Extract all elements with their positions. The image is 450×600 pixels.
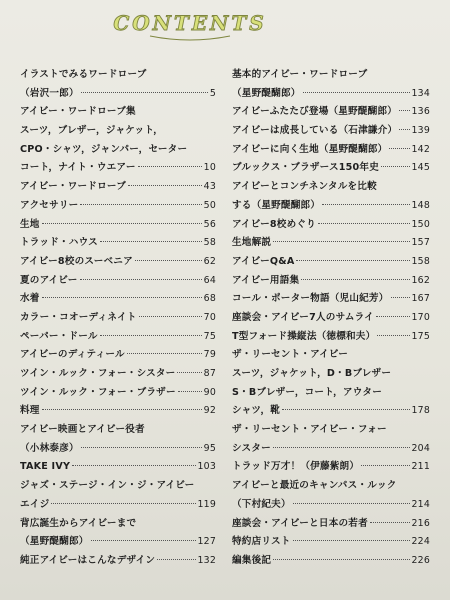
dot-leader bbox=[42, 223, 202, 224]
toc-entry bbox=[20, 159, 216, 178]
toc-entry bbox=[232, 346, 430, 365]
toc-page-number: 148 bbox=[411, 199, 430, 211]
toc-entry-title: スーツ，ジャケット，D・Bブレザー bbox=[232, 368, 392, 379]
toc-entry-title: 生地解説 bbox=[232, 237, 272, 249]
toc-page-number: 211 bbox=[411, 461, 430, 473]
toc-entry-title: アイビーと最近のキャンパス・ルック bbox=[232, 480, 397, 492]
toc-entry-title: カラー・コオーディネイト bbox=[20, 311, 137, 323]
toc-entry bbox=[20, 440, 216, 459]
dot-leader bbox=[138, 166, 202, 167]
contents-title bbox=[110, 4, 270, 44]
toc-page-number: 158 bbox=[411, 255, 430, 267]
toc-entry bbox=[20, 477, 216, 496]
toc-page-number: 5 bbox=[209, 87, 216, 99]
dot-leader bbox=[100, 241, 202, 242]
toc-entry-title: 水着 bbox=[20, 293, 40, 305]
toc-entry bbox=[20, 197, 216, 216]
dot-leader bbox=[273, 559, 409, 560]
toc-page-number: 95 bbox=[203, 442, 216, 454]
toc-page-number: 224 bbox=[411, 536, 430, 548]
toc-entry bbox=[20, 85, 216, 104]
toc-entry bbox=[20, 365, 216, 384]
toc-entry bbox=[232, 328, 430, 347]
toc-page-number: 150 bbox=[411, 218, 430, 230]
toc-entry-title: 料理 bbox=[20, 405, 40, 417]
toc-entry bbox=[20, 66, 216, 85]
dot-leader bbox=[42, 409, 202, 410]
dot-leader bbox=[80, 279, 202, 280]
toc-entry bbox=[20, 515, 216, 534]
toc-entry-title: 夏のアイビー bbox=[20, 274, 78, 286]
toc-entry bbox=[20, 290, 216, 309]
toc-page-number: 87 bbox=[203, 368, 216, 379]
toc-page-number: 142 bbox=[411, 143, 430, 155]
toc-entry bbox=[20, 384, 216, 403]
dot-leader bbox=[376, 316, 410, 317]
dot-leader bbox=[282, 409, 409, 410]
toc-page-number: 10 bbox=[203, 162, 216, 174]
dot-leader bbox=[303, 92, 410, 93]
toc-page-number: 162 bbox=[411, 274, 430, 286]
toc-entry-title: （岩沢一郎） bbox=[20, 87, 79, 99]
toc-page-number: 79 bbox=[203, 349, 216, 361]
toc-entry bbox=[20, 496, 216, 515]
toc-entry bbox=[232, 515, 430, 534]
toc-entry-title: 純正アイビーはこんなデザイン bbox=[20, 554, 156, 566]
toc-entry-title: する（星野醍醐郎） bbox=[232, 199, 321, 211]
dot-leader bbox=[157, 559, 195, 560]
toc-entry bbox=[20, 141, 216, 160]
toc-entry-title: ツイン・ルック・フォー・シスター bbox=[20, 368, 176, 379]
toc-entry bbox=[232, 234, 430, 253]
toc-entry bbox=[232, 216, 430, 235]
dot-leader bbox=[81, 447, 202, 448]
toc-entry-title: ザ・リーセント・アイビー・フォー bbox=[232, 424, 387, 436]
toc-entry-title: シャツ，靴 bbox=[232, 405, 281, 417]
toc-left-column bbox=[20, 66, 216, 571]
toc-entry bbox=[232, 384, 430, 403]
dot-leader bbox=[322, 204, 409, 205]
toc-entry-title: 特約店リスト bbox=[232, 536, 291, 548]
toc-entry bbox=[232, 253, 430, 272]
toc-page-number: 157 bbox=[411, 237, 430, 249]
dot-leader bbox=[296, 260, 409, 261]
toc-page-number: 216 bbox=[411, 517, 430, 529]
toc-entry-title: S・Bブレザー，コート，アウター bbox=[232, 386, 383, 398]
dot-leader bbox=[361, 465, 409, 466]
toc-entry-title: ジャズ・ステージ・イン・ジ・アイビー bbox=[20, 480, 195, 492]
dot-leader bbox=[128, 185, 202, 186]
toc-entry-title: （下村紀夫） bbox=[232, 498, 291, 510]
toc-page-number: 64 bbox=[203, 274, 216, 286]
toc-entry bbox=[232, 66, 430, 85]
toc-entry bbox=[20, 552, 216, 571]
toc-entry-title: トラッド・ハウス bbox=[20, 237, 98, 249]
dot-leader bbox=[177, 372, 201, 373]
toc-entry bbox=[232, 85, 430, 104]
toc-entry-title: イラストでみるワードローブ bbox=[20, 69, 147, 80]
toc-entry-title: 座談会・アイビーと日本の若者 bbox=[232, 517, 368, 529]
toc-page-number: 43 bbox=[203, 181, 216, 193]
toc-page-number: 204 bbox=[411, 442, 430, 454]
toc-entry-title: （小林泰彦） bbox=[20, 442, 79, 454]
toc-entry-title: T型フォード操縦法（徳標和夫） bbox=[232, 330, 376, 342]
contents-title-lettering bbox=[110, 4, 270, 44]
toc-entry-title: アイビー・ワードローブ集 bbox=[20, 106, 136, 118]
dot-leader bbox=[139, 316, 202, 317]
toc-entry-title: トラッド万才！（伊藤紫朗） bbox=[232, 461, 360, 473]
toc-page-number: 90 bbox=[203, 386, 216, 398]
toc-entry bbox=[232, 103, 430, 122]
toc-entry bbox=[232, 122, 430, 141]
dot-leader bbox=[293, 540, 410, 541]
toc-entry bbox=[20, 402, 216, 421]
toc-entry-title: 座談会・アイビー7人のサムライ bbox=[232, 311, 374, 323]
toc-page-number: 136 bbox=[411, 106, 430, 118]
toc-page-number: 62 bbox=[203, 255, 216, 267]
dot-leader bbox=[381, 166, 410, 167]
toc-entry-title: ブルックス・ブラザース150年史 bbox=[232, 162, 379, 174]
dot-leader bbox=[301, 279, 409, 280]
toc-entry bbox=[232, 159, 430, 178]
toc-entry bbox=[20, 103, 216, 122]
toc-entry bbox=[232, 458, 430, 477]
toc-page-number: 226 bbox=[411, 554, 430, 566]
dot-leader bbox=[42, 297, 202, 298]
dot-leader bbox=[100, 335, 202, 336]
dot-leader bbox=[127, 353, 202, 354]
toc-entry-title: アイビーふたたび登場（星野醍醐郎） bbox=[232, 106, 398, 118]
toc-entry bbox=[232, 533, 430, 552]
dot-leader bbox=[377, 335, 409, 336]
dot-leader bbox=[370, 522, 410, 523]
toc-entry-title: シスター bbox=[232, 442, 271, 454]
toc-page-number: 56 bbox=[203, 218, 216, 230]
toc-right-column bbox=[232, 66, 430, 571]
toc-page-number: 167 bbox=[411, 293, 430, 305]
toc-entry-title: アイビー8校めぐり bbox=[232, 218, 316, 230]
toc-entry bbox=[232, 402, 430, 421]
toc-entry-title: スーツ，ブレザー，ジャケット， bbox=[20, 125, 164, 137]
dot-leader bbox=[391, 297, 410, 298]
dot-leader bbox=[293, 503, 410, 504]
toc-entry bbox=[232, 552, 430, 571]
toc-entry bbox=[232, 197, 430, 216]
toc-page-number: 175 bbox=[411, 330, 430, 342]
toc-entry bbox=[232, 440, 430, 459]
toc-entry-title: ペーパー・ドール bbox=[20, 330, 98, 342]
toc-page-number: 103 bbox=[197, 461, 216, 473]
toc-entry-title: アイビーのディティール bbox=[20, 349, 125, 361]
toc-entry-title: アイビーは成長している（石津謙介） bbox=[232, 125, 398, 137]
toc-entry-title: アイビーQ&A bbox=[232, 255, 295, 267]
toc-entry bbox=[20, 309, 216, 328]
toc-entry bbox=[232, 141, 430, 160]
toc-entry-title: アイビー映画とアイビー役者 bbox=[20, 424, 145, 436]
toc-entry-title: アクセサリー bbox=[20, 199, 79, 211]
toc-page-number: 145 bbox=[411, 162, 430, 174]
toc-entry-title: CPO・シャツ，ジャンパー，セーター bbox=[20, 143, 188, 155]
toc-entry bbox=[20, 533, 216, 552]
dot-leader bbox=[51, 503, 195, 504]
dot-leader bbox=[399, 110, 409, 111]
dot-leader bbox=[135, 260, 202, 261]
toc-page-number: 134 bbox=[411, 87, 430, 99]
toc-page-number: 170 bbox=[411, 311, 430, 323]
toc-entry-title: 生地 bbox=[20, 218, 40, 230]
toc-entry bbox=[232, 272, 430, 291]
dot-leader bbox=[72, 465, 195, 466]
toc-entry bbox=[20, 234, 216, 253]
toc-entry bbox=[232, 309, 430, 328]
toc-entry bbox=[232, 365, 430, 384]
toc-entry-title: 背広誕生からアイビーまで bbox=[20, 517, 137, 529]
toc-entry bbox=[232, 178, 430, 197]
toc-entry-title: （星野醍醐郎） bbox=[20, 536, 89, 548]
toc-entry-title: エイジ bbox=[20, 498, 50, 510]
toc-entry-title: ザ・リーセント・アイビー bbox=[232, 349, 349, 361]
toc-page-number: 70 bbox=[203, 311, 216, 323]
toc-entry bbox=[20, 272, 216, 291]
toc-entry bbox=[232, 290, 430, 309]
toc-entry-title: アイビー8校のスーベニア bbox=[20, 255, 133, 267]
dot-leader bbox=[399, 129, 409, 130]
toc-entry-title: コール・ポーター物語（児山紀芳） bbox=[232, 293, 389, 305]
toc-entry-title: アイビーに向く生地（星野醍醐郎） bbox=[232, 143, 388, 155]
dot-leader bbox=[389, 148, 409, 149]
toc-page-number: 119 bbox=[197, 498, 216, 510]
toc-entry bbox=[232, 477, 430, 496]
toc-page-number: 58 bbox=[203, 237, 216, 249]
toc-page-number: 214 bbox=[411, 498, 430, 510]
toc-entry bbox=[20, 178, 216, 197]
dot-leader bbox=[91, 540, 196, 541]
dot-leader bbox=[318, 223, 410, 224]
toc-entry-title: ツイン・ルック・フォー・ブラザー bbox=[20, 386, 176, 398]
toc-entry-title: TAKE IVY bbox=[20, 461, 71, 473]
dot-leader bbox=[178, 391, 202, 392]
title-swash bbox=[150, 36, 230, 40]
toc-entry bbox=[20, 346, 216, 365]
toc-entry bbox=[20, 328, 216, 347]
toc-entry bbox=[20, 122, 216, 141]
toc-entry bbox=[20, 216, 216, 235]
toc-entry bbox=[20, 421, 216, 440]
toc-entry-title: アイビーとコンチネンタルを比較 bbox=[232, 181, 377, 193]
dot-leader bbox=[81, 92, 208, 93]
toc-entry bbox=[20, 458, 216, 477]
toc-entry bbox=[232, 421, 430, 440]
toc-page-number: 127 bbox=[197, 536, 216, 548]
toc-page-number: 75 bbox=[203, 330, 216, 342]
toc-entry-title: （星野醍醐郎） bbox=[232, 87, 301, 99]
toc-page-number: 50 bbox=[203, 199, 216, 211]
toc-page-number: 132 bbox=[197, 554, 216, 566]
toc-page-number: 92 bbox=[203, 405, 216, 417]
toc-entry-title: アイビー用語集 bbox=[232, 274, 300, 286]
toc-entry bbox=[20, 253, 216, 272]
contents-title-text: CONTENTS bbox=[113, 11, 267, 35]
dot-leader bbox=[80, 204, 201, 205]
toc-entry-title: 基本的アイビー・ワードローブ bbox=[232, 69, 368, 80]
toc-page-number: 139 bbox=[411, 125, 430, 137]
dot-leader bbox=[273, 241, 409, 242]
toc-page-number: 178 bbox=[411, 405, 430, 417]
toc-entry bbox=[232, 496, 430, 515]
toc-entry-title: コート，ナイト・ウエアー bbox=[20, 162, 136, 174]
toc-entry-title: アイビー・ワードローブ bbox=[20, 181, 127, 193]
toc-page-number: 68 bbox=[203, 293, 216, 305]
toc-entry-title: 編集後記 bbox=[232, 554, 272, 566]
dot-leader bbox=[273, 447, 410, 448]
